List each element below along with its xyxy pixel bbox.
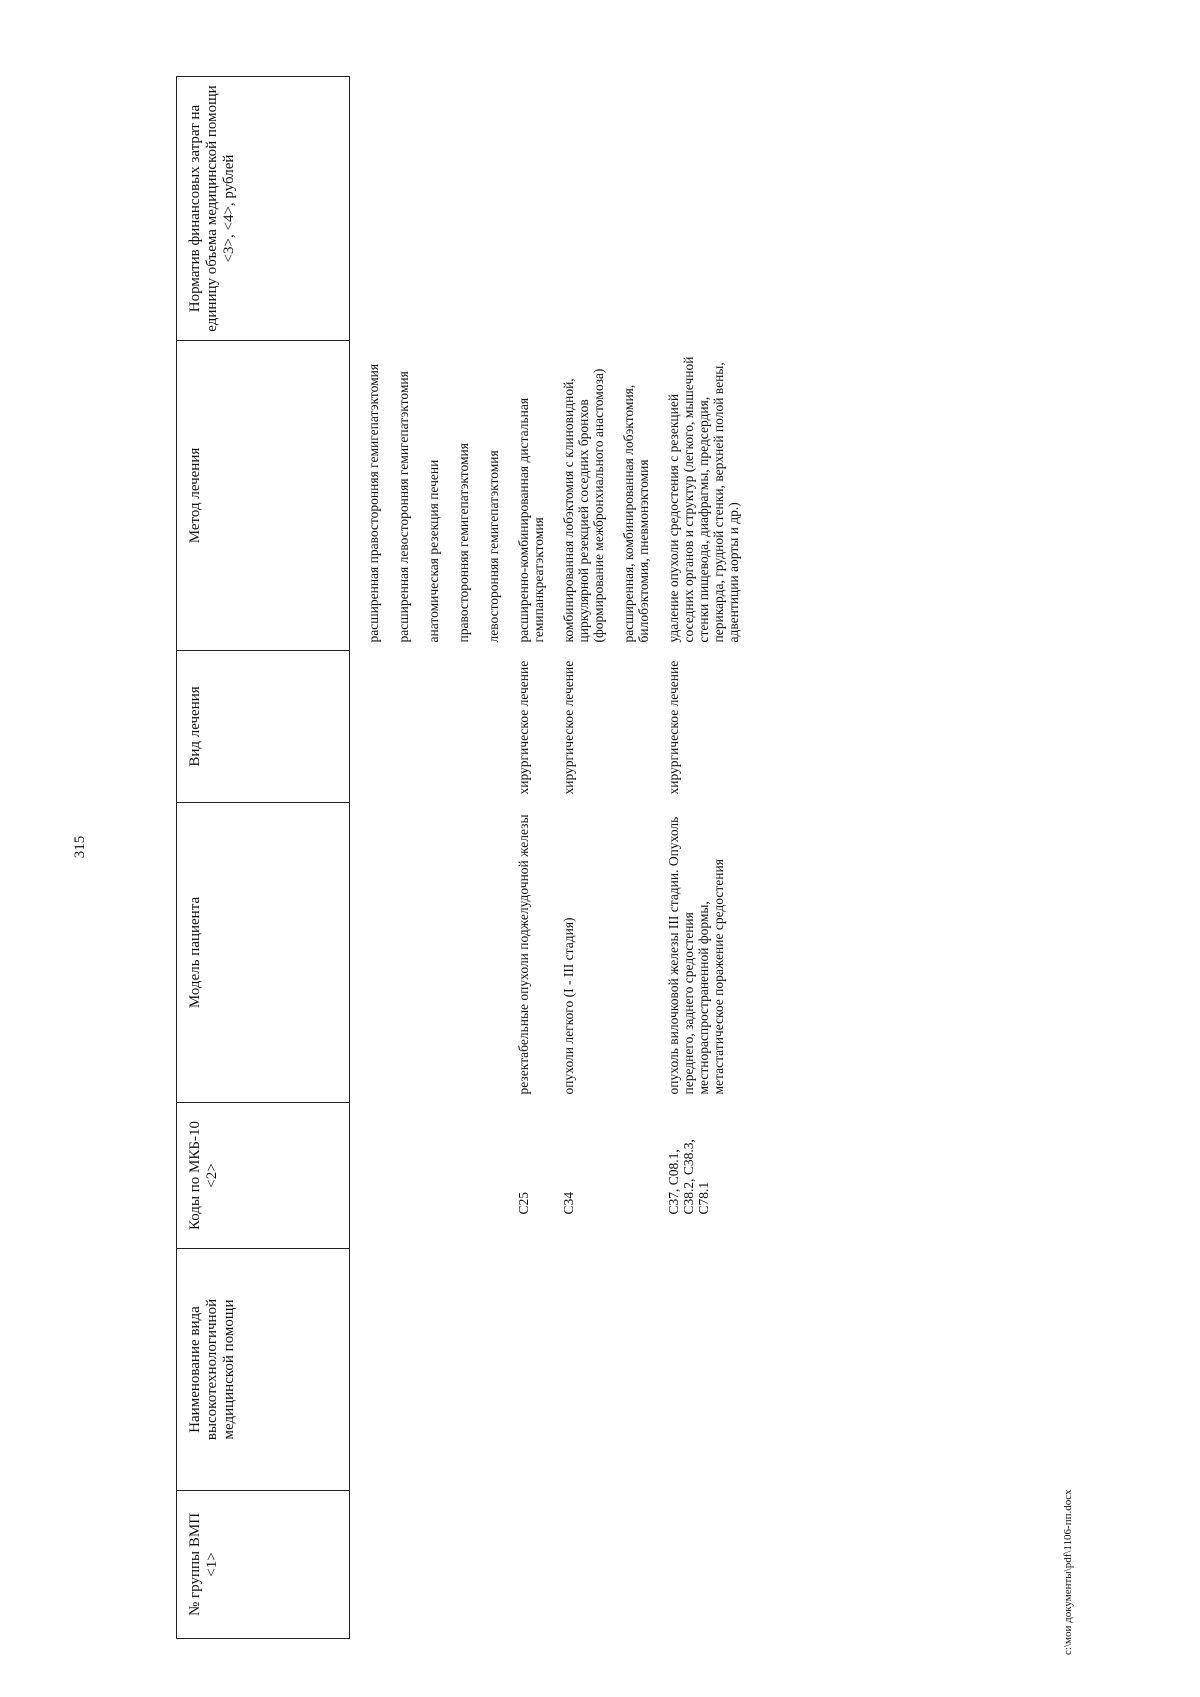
method-item: левосторонняя гемигепатэктомия — [486, 450, 501, 643]
header-cost-norm: Норматив финансовых затрат на единицу объема медицинской помощи <3>, <4>, рублей — [177, 77, 350, 341]
method-item: расширенная, комбинированная лобэктомия, билобэктомия, пневмонэктомия — [621, 384, 651, 643]
cell-method — [561, 341, 666, 651]
cell-treatment-type — [350, 651, 517, 803]
cell-method — [666, 341, 756, 651]
method-item: правосторонняя гемигепатэктомия — [456, 443, 471, 643]
cell-patient-model: резектабельные опухоли поджелудочной железы — [516, 814, 531, 1095]
header-method: Метод лечения — [177, 341, 350, 651]
header-name: Наименование вида высокотехнологичной медицинской помощи — [177, 1249, 350, 1491]
cell-icd-codes: C25 — [516, 1191, 531, 1215]
cell-treatment-type: хирургическое лечение — [516, 660, 531, 795]
cell-icd-codes: C37, C08.1, C38.2, C38.3, C78.1 — [666, 1139, 711, 1215]
table-row — [666, 77, 756, 1639]
method-item: комбинированная лобэктомия с клиновидной, циркулярной резекцией соседних бронхов (формирование межбронхиального анастомоза) — [561, 368, 606, 643]
table-row — [350, 77, 517, 1639]
method-item: расширенная левосторонняя гемигепатэктомия — [396, 371, 411, 643]
cell-method — [350, 341, 517, 651]
method-item: анатомическая резекция печени — [426, 459, 441, 643]
method-item: расширенно-комбинированная дистальная гемипанкреатэктомия — [516, 397, 546, 643]
cell-patient-model: опухоль вилочковой железы III стадии. Опухоль переднего, заднего средостения местнораспространенной формы, метастатическое поражение средостения — [666, 816, 726, 1095]
table-header-row — [177, 77, 350, 1639]
cell-icd-codes — [350, 1103, 517, 1249]
cell-treatment-type: хирургическое лечение — [666, 660, 681, 795]
header-treatment-type: Вид лечения — [177, 651, 350, 803]
vmp-table — [176, 76, 756, 1639]
method-item: удаление опухоли средостения с резекцией соседних органов и структур (легкого, мышечной стенки пищевода, диафрагмы, предсердия, перикарда, грудной стенки, верхней полой вены, адвентиции аорты и др.) — [666, 356, 741, 643]
header-group-no: № группы ВМП <1> — [177, 1491, 350, 1639]
method-item: расширенная правосторонняя гемигепатэктомия — [366, 363, 381, 643]
cell-treatment-type: хирургическое лечение — [561, 660, 576, 795]
table-row — [561, 77, 666, 1639]
header-icd-codes: Коды по МКБ-10 <2> — [177, 1103, 350, 1249]
cell-method — [516, 341, 561, 651]
page-number: 315 — [72, 835, 88, 859]
cell-patient-model — [350, 803, 517, 1103]
table-row — [516, 77, 561, 1639]
header-patient-model: Модель пациента — [177, 803, 350, 1103]
cell-icd-codes: C34 — [561, 1191, 576, 1215]
cell-patient-model: опухоли легкого (I - III стадия) — [561, 917, 576, 1095]
footer-file-path: c:\мои документы\pdf\1106-пп.docx — [1062, 1489, 1074, 1655]
